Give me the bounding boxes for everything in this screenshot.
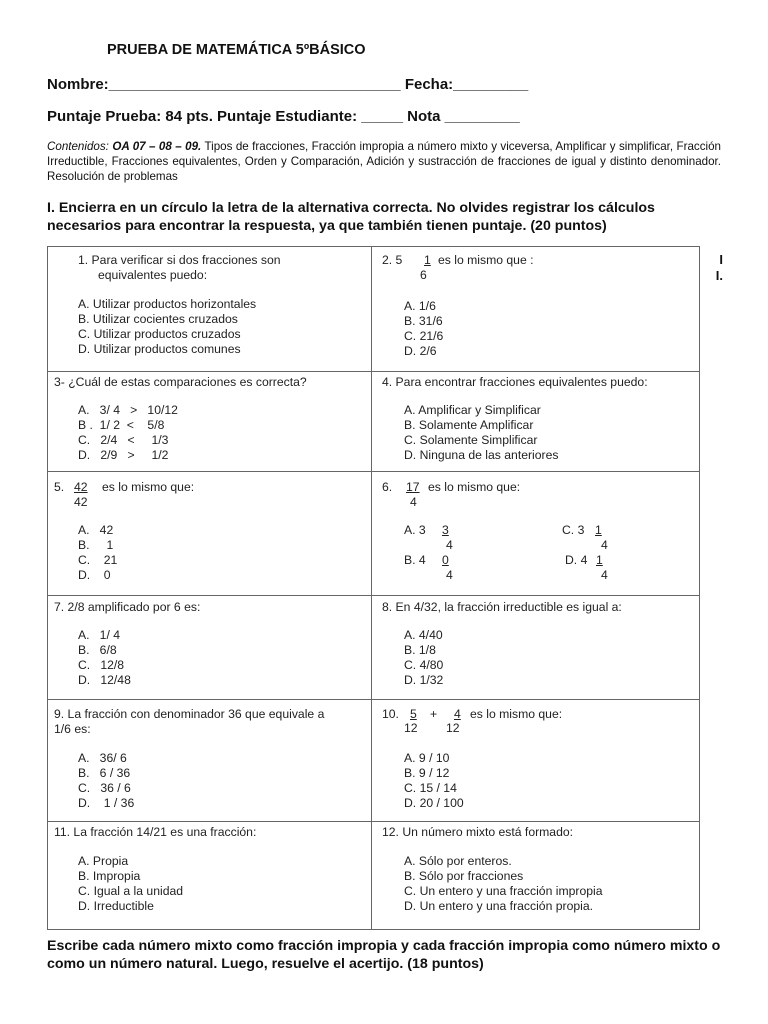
option-a[interactable]: A. 1/ 4 [78,628,121,642]
question-5-numerator: 42 [74,480,88,494]
question-1-options [78,297,256,357]
table-row-divider [48,595,699,596]
question-9-text: 9. La fracción con denominador 36 que equivale a [54,707,325,721]
question-11-text: 11. La fracción 14/21 es una fracción: [54,825,257,839]
option-c[interactable]: C. Un entero y una fracción impropia [404,884,603,898]
question-6-numerator: 17 [406,480,420,494]
question-3-options [78,403,178,463]
option-d[interactable]: D. 2/6 [404,344,437,358]
question-3-text: 3- ¿Cuál de estas comparaciones es correcta? [54,375,307,389]
option-b[interactable]: B. Utilizar cocientes cruzados [78,312,238,326]
question-2-text: es lo mismo que : [438,253,534,267]
question-10-prefix: 10. [382,707,399,721]
question-5-text: es lo mismo que: [102,480,195,494]
question-1-text: 1. Para verificar si dos fracciones son [78,253,281,267]
option-b[interactable]: B. 6 / 36 [78,766,131,780]
side-marks [713,252,723,284]
option-b[interactable]: B. Solamente Amplificar [404,418,534,432]
contenidos-paragraph [47,139,721,184]
question-11-options [78,854,183,914]
question-4-options [404,403,558,463]
option-b-denominator: 4 [446,568,453,582]
option-b[interactable]: B. Impropia [78,869,141,883]
question-12-text: 12. Un número mixto está formado: [382,825,574,839]
question-4-text: 4. Para encontrar fracciones equivalentes puedo: [382,375,648,389]
question-2-prefix: 2. 5 [382,253,403,267]
questions-table [47,246,700,930]
option-a[interactable]: A. Propia [78,854,129,868]
option-c-whole[interactable]: C. 3 [562,523,585,537]
option-d[interactable]: D. 12/48 [78,673,131,687]
question-9-options [78,751,134,811]
question-10-denominator-1: 12 [404,721,418,735]
option-b[interactable]: B. 1/8 [404,643,436,657]
option-b[interactable]: B. 1 [78,538,114,552]
option-b[interactable]: B. 31/6 [404,314,443,328]
option-c[interactable]: C. Igual a la unidad [78,884,184,898]
question-10-plus: + [430,707,438,721]
question-6-prefix: 6. [382,480,393,494]
option-d[interactable]: D. 2/9 > 1/2 [78,448,169,462]
question-10-numerator-1: 5 [410,707,417,721]
option-c[interactable]: C. 2/4 < 1/3 [78,433,169,447]
question-10-numerator-2: 4 [454,707,461,721]
question-12-options [404,854,602,914]
option-a[interactable]: A. 1/6 [404,299,436,313]
option-d[interactable]: D. 0 [78,568,111,582]
option-c[interactable]: C. 21 [78,553,118,567]
question-10-denominator-2: 12 [446,721,460,735]
question-8-text: 8. En 4/32, la fracción irreductible es igual a: [382,600,622,614]
option-b[interactable]: B . 1/ 2 < 5/8 [78,418,165,432]
option-c[interactable]: C. Utilizar productos cruzados [78,327,241,341]
option-c[interactable]: C. 12/8 [78,658,125,672]
option-a[interactable]: A. 4/40 [404,628,443,642]
option-d-whole[interactable]: D. 4 [565,553,588,567]
option-d-numerator: 1 [596,553,603,567]
question-2-numerator: 1 [424,253,431,267]
option-c-numerator: 1 [595,523,602,537]
question-2-options [404,299,443,359]
test-title: PRUEBA DE MATEMÁTICA 5ºBÁSICO [107,42,366,58]
option-c[interactable]: C. 4/80 [404,658,444,672]
table-row-divider [48,699,699,700]
table-row-divider [48,371,699,372]
option-a[interactable]: A. 36/ 6 [78,751,127,765]
option-a[interactable]: A. Amplificar y Simplificar [404,403,541,417]
option-c-denominator: 4 [601,538,608,552]
option-a-whole[interactable]: A. 3 [404,523,426,537]
option-a[interactable]: A. 9 / 10 [404,751,450,765]
question-7-options [78,628,131,688]
side-mark-2: I. [715,268,723,283]
option-a[interactable]: A. Utilizar productos horizontales [78,297,257,311]
option-b-numerator: 0 [442,553,449,567]
option-c[interactable]: C. 36 / 6 [78,781,131,795]
question-5-prefix: 5. [54,480,65,494]
option-b[interactable]: B. Sólo por fracciones [404,869,524,883]
option-d[interactable]: D. 1 / 36 [78,796,135,810]
option-a[interactable]: A. Sólo por enteros. [404,854,512,868]
question-1-text-cont: equivalentes puedo: [98,268,208,282]
option-d[interactable]: D. Utilizar productos comunes [78,342,241,356]
option-d[interactable]: D. Ninguna de las anteriores [404,448,559,462]
question-5-denominator: 42 [74,495,88,509]
option-d[interactable]: D. Un entero y una fracción propia. [404,899,594,913]
option-a[interactable]: A. 3/ 4 > 10/12 [78,403,178,417]
option-c[interactable]: C. Solamente Simplificar [404,433,538,447]
question-2-denominator: 6 [420,268,427,282]
option-c[interactable]: C. 15 / 14 [404,781,457,795]
option-b[interactable]: B. 6/8 [78,643,117,657]
option-b-whole[interactable]: B. 4 [404,553,426,567]
section2-instructions: Escribe cada número mixto como fracción impropia y cada fracción impropia como número mixto o como un número natural. Luego, resuelve el acertijo. (18 puntos) [47,938,721,972]
option-a[interactable]: A. 42 [78,523,114,537]
question-7-text: 7. 2/8 amplificado por 6 es: [54,600,201,614]
question-10-text: es lo mismo que: [470,707,563,721]
option-c[interactable]: C. 21/6 [404,329,444,343]
table-column-divider [371,247,372,929]
option-a-numerator: 3 [442,523,449,537]
option-d[interactable]: D. 1/32 [404,673,444,687]
puntaje-line: Puntaje Prueba: 84 pts. Puntaje Estudiante: _____ Nota _________ [47,108,520,125]
contenidos-label: Contenidos: [47,140,109,153]
side-mark-1: I [719,252,723,267]
contenidos-text: Tipos de fracciones, Fracción impropia a número mixto y viceversa, Amplificar y simplificar, Fracción Irreductible, Fracciones equivalentes, Orden y Comparación, Adición y sustracción de fracciones de igual y distinto denominador. Resolución de problemas [47,140,721,183]
question-9-text-cont: 1/6 es: [54,722,91,736]
option-d-denominator: 4 [601,568,608,582]
option-b[interactable]: B. 9 / 12 [404,766,450,780]
question-10-options [404,751,464,811]
option-d[interactable]: D. Irreductible [78,899,154,913]
question-8-options [404,628,443,688]
option-a-denominator: 4 [446,538,453,552]
nombre-fecha-line: Nombre:___________________________________ Fecha:_________ [47,76,529,93]
question-6-denominator: 4 [410,495,417,509]
contenidos-oa: OA 07 – 08 – 09. [112,140,202,153]
question-5-options [78,523,117,583]
section1-instructions: I. Encierra en un círculo la letra de la alternativa correcta. No olvides registrar los cálculos necesarios para encontrar la respuesta, ya que también tienen puntaje. (20 puntos) [47,200,655,234]
table-row-divider [48,471,699,472]
table-row-divider [48,821,699,822]
question-6 [382,480,697,590]
option-d[interactable]: D. 20 / 100 [404,796,464,810]
question-6-text: es lo mismo que: [428,480,521,494]
